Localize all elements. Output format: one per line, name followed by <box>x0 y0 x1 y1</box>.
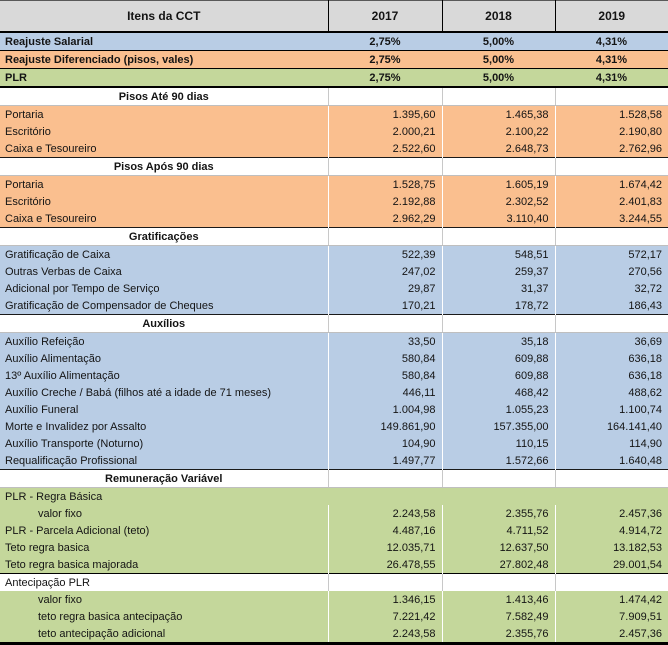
value-cell-2019: 186,43 <box>555 297 668 315</box>
value-cell-2019: 1.528,58 <box>555 106 668 124</box>
value-cell-2017: 104,90 <box>328 435 442 452</box>
adjustment-row <box>0 51 668 69</box>
value-cell-2019 <box>555 470 668 488</box>
row-label: Gratificação de Caixa <box>5 248 111 261</box>
value-cell-2018 <box>442 470 555 488</box>
value-cell-2017: 2.522,60 <box>328 140 442 158</box>
value-cell-2017: 522,39 <box>328 246 442 264</box>
header-items-label: Itens da CCT <box>0 1 328 33</box>
value-cell-2019: 2.762,96 <box>555 140 668 158</box>
value-cell-2019: 636,18 <box>555 367 668 384</box>
value-cell-2018: 7.582,49 <box>442 608 555 625</box>
section-header-row <box>0 228 668 246</box>
section-title: Gratificações <box>0 228 328 246</box>
value-cell-2018 <box>442 488 555 506</box>
value-cell-2017: 2.192,88 <box>328 193 442 210</box>
value-cell-2018: 31,37 <box>442 280 555 297</box>
value-cell-2017 <box>328 228 442 246</box>
row-label: Gratificação de Compensador de Cheques <box>5 299 214 312</box>
value-cell-2019: 1.640,48 <box>555 452 668 470</box>
value-cell-2018: 3.110,40 <box>442 210 555 228</box>
value-cell-2018: 1.055,23 <box>442 401 555 418</box>
table-row <box>0 522 668 539</box>
value-cell-2018: 35,18 <box>442 333 555 351</box>
value-cell-2018: 2.355,76 <box>442 625 555 644</box>
value-cell-2019 <box>555 574 668 592</box>
value-cell-2019: 1.674,42 <box>555 176 668 194</box>
value-cell-2017: 247,02 <box>328 263 442 280</box>
value-cell-2019: 2.190,80 <box>555 123 668 140</box>
value-cell-2019 <box>555 315 668 333</box>
header-year-2019: 2019 <box>555 1 668 33</box>
value-cell-2017: 33,50 <box>328 333 442 351</box>
row-label: teto regra basica antecipação <box>38 610 183 623</box>
value-cell-2018: 2.302,52 <box>442 193 555 210</box>
table-row <box>0 401 668 418</box>
value-cell-2019: 4,31% <box>555 32 668 51</box>
value-cell-2018: 178,72 <box>442 297 555 315</box>
row-label: valor fixo <box>38 507 83 520</box>
value-cell-2018: 1.465,38 <box>442 106 555 124</box>
value-cell-2019: 572,17 <box>555 246 668 264</box>
value-cell-2017: 2,75% <box>328 69 442 88</box>
value-cell-2019: 32,72 <box>555 280 668 297</box>
header-year-2018: 2018 <box>442 1 555 33</box>
section-header-row <box>0 158 668 176</box>
row-label: teto antecipação adicional <box>38 627 166 640</box>
row-label: Caixa e Tesoureiro <box>5 212 97 225</box>
value-cell-2018: 5,00% <box>442 51 555 69</box>
section-title: Remuneração Variável <box>0 470 328 488</box>
value-cell-2018: 468,42 <box>442 384 555 401</box>
row-label: Reajuste Diferenciado (pisos, vales) <box>0 51 328 69</box>
value-cell-2017: 149.861,90 <box>328 418 442 435</box>
value-cell-2018 <box>442 87 555 106</box>
row-label: Portaria <box>5 178 44 191</box>
row-label: PLR <box>0 69 328 88</box>
row-label: Requalificação Profissional <box>5 454 138 467</box>
table-row <box>0 367 668 384</box>
header-row <box>0 1 668 33</box>
row-label: Portaria <box>5 108 44 121</box>
section-header-row <box>0 87 668 106</box>
value-cell-2019: 3.244,55 <box>555 210 668 228</box>
value-cell-2017: 1.395,60 <box>328 106 442 124</box>
value-cell-2017: 1.346,15 <box>328 591 442 608</box>
section-header-row <box>0 315 668 333</box>
value-cell-2017: 446,11 <box>328 384 442 401</box>
table-row <box>0 193 668 210</box>
value-cell-2019: 4,31% <box>555 51 668 69</box>
adjustment-row <box>0 32 668 51</box>
value-cell-2017: 2.000,21 <box>328 123 442 140</box>
value-cell-2019: 29.001,54 <box>555 556 668 574</box>
value-cell-2019: 1.474,42 <box>555 591 668 608</box>
value-cell-2018: 110,15 <box>442 435 555 452</box>
value-cell-2017: 1.528,75 <box>328 176 442 194</box>
value-cell-2019: 4,31% <box>555 69 668 88</box>
value-cell-2017: 12.035,71 <box>328 539 442 556</box>
value-cell-2018 <box>442 574 555 592</box>
value-cell-2017 <box>328 574 442 592</box>
table-row <box>0 280 668 297</box>
table-row <box>0 297 668 315</box>
row-label: Auxílio Refeição <box>5 335 85 348</box>
value-cell-2017 <box>328 87 442 106</box>
value-cell-2017 <box>328 470 442 488</box>
row-label: Teto regra basica majorada <box>5 558 139 571</box>
row-label: Auxílio Creche / Babá (filhos até a idade de 71 meses) <box>5 386 271 399</box>
section-header-row <box>0 470 668 488</box>
value-cell-2019: 270,56 <box>555 263 668 280</box>
value-cell-2019: 164.141,40 <box>555 418 668 435</box>
row-label: Adicional por Tempo de Serviço <box>5 282 160 295</box>
value-cell-2019: 36,69 <box>555 333 668 351</box>
value-cell-2017: 2.962,29 <box>328 210 442 228</box>
value-cell-2019 <box>555 158 668 176</box>
table-row <box>0 505 668 522</box>
row-label: Caixa e Tesoureiro <box>5 142 97 155</box>
value-cell-2019 <box>555 228 668 246</box>
value-cell-2017: 1.004,98 <box>328 401 442 418</box>
row-label: Reajuste Salarial <box>0 32 328 51</box>
value-cell-2017: 2,75% <box>328 32 442 51</box>
table-row <box>0 140 668 158</box>
table-body <box>0 32 668 644</box>
table-row <box>0 539 668 556</box>
row-label: Antecipação PLR <box>0 574 328 592</box>
row-label: Auxílio Alimentação <box>5 352 101 365</box>
row-label: Auxílio Funeral <box>5 403 79 416</box>
value-cell-2018: 548,51 <box>442 246 555 264</box>
value-cell-2018 <box>442 158 555 176</box>
value-cell-2018: 5,00% <box>442 69 555 88</box>
value-cell-2018: 157.355,00 <box>442 418 555 435</box>
table-row <box>0 263 668 280</box>
value-cell-2019: 488,62 <box>555 384 668 401</box>
value-cell-2019: 2.401,83 <box>555 193 668 210</box>
section-title: Pisos Até 90 dias <box>0 87 328 106</box>
value-cell-2019: 2.457,36 <box>555 505 668 522</box>
value-cell-2018: 2.100,22 <box>442 123 555 140</box>
value-cell-2017: 2.243,58 <box>328 625 442 644</box>
value-cell-2019 <box>555 87 668 106</box>
value-cell-2018: 1.605,19 <box>442 176 555 194</box>
row-label: Auxílio Transporte (Noturno) <box>5 437 144 450</box>
value-cell-2018 <box>442 228 555 246</box>
table-row <box>0 384 668 401</box>
value-cell-2019: 114,90 <box>555 435 668 452</box>
table-row <box>0 333 668 351</box>
value-cell-2019: 636,18 <box>555 350 668 367</box>
value-cell-2018: 259,37 <box>442 263 555 280</box>
section-title: Auxílios <box>0 315 328 333</box>
value-cell-2018: 12.637,50 <box>442 539 555 556</box>
value-cell-2019: 2.457,36 <box>555 625 668 644</box>
row-label: Escritório <box>5 125 51 138</box>
group-label-row <box>0 574 668 592</box>
value-cell-2019: 13.182,53 <box>555 539 668 556</box>
row-label: Escritório <box>5 195 51 208</box>
value-cell-2019: 7.909,51 <box>555 608 668 625</box>
value-cell-2019: 4.914,72 <box>555 522 668 539</box>
table-row <box>0 350 668 367</box>
row-label: 13º Auxílio Alimentação <box>5 369 120 382</box>
value-cell-2018: 2.648,73 <box>442 140 555 158</box>
table-row <box>0 123 668 140</box>
header-year-2017: 2017 <box>328 1 442 33</box>
row-label: PLR - Regra Básica <box>5 490 103 503</box>
value-cell-2017: 2,75% <box>328 51 442 69</box>
value-cell-2017: 1.497,77 <box>328 452 442 470</box>
value-cell-2018: 609,88 <box>442 350 555 367</box>
table-row <box>0 246 668 264</box>
value-cell-2017: 170,21 <box>328 297 442 315</box>
value-cell-2018: 1.572,66 <box>442 452 555 470</box>
row-label: Morte e Invalidez por Assalto <box>5 420 147 433</box>
table-row <box>0 106 668 124</box>
row-label: PLR - Parcela Adicional (teto) <box>5 524 150 537</box>
value-cell-2017: 4.487,16 <box>328 522 442 539</box>
table-row <box>0 556 668 574</box>
value-cell-2019 <box>555 488 668 506</box>
value-cell-2018: 1.413,46 <box>442 591 555 608</box>
value-cell-2018: 5,00% <box>442 32 555 51</box>
group-label-row <box>0 488 668 506</box>
table-row <box>0 591 668 608</box>
value-cell-2018: 4.711,52 <box>442 522 555 539</box>
table-row <box>0 210 668 228</box>
value-cell-2019: 1.100,74 <box>555 401 668 418</box>
table-row <box>0 435 668 452</box>
table-row <box>0 452 668 470</box>
section-title: Pisos Após 90 dias <box>0 158 328 176</box>
value-cell-2017: 580,84 <box>328 350 442 367</box>
adjustment-row <box>0 69 668 88</box>
table-row <box>0 176 668 194</box>
value-cell-2018 <box>442 315 555 333</box>
value-cell-2017: 26.478,55 <box>328 556 442 574</box>
table-row <box>0 418 668 435</box>
value-cell-2018: 609,88 <box>442 367 555 384</box>
row-label: Outras Verbas de Caixa <box>5 265 122 278</box>
row-label: Teto regra basica <box>5 541 90 554</box>
value-cell-2017 <box>328 158 442 176</box>
value-cell-2018: 27.802,48 <box>442 556 555 574</box>
value-cell-2017: 2.243,58 <box>328 505 442 522</box>
value-cell-2017: 580,84 <box>328 367 442 384</box>
value-cell-2018: 2.355,76 <box>442 505 555 522</box>
value-cell-2017: 29,87 <box>328 280 442 297</box>
value-cell-2017 <box>328 315 442 333</box>
value-cell-2017: 7.221,42 <box>328 608 442 625</box>
row-label: valor fixo <box>38 593 83 606</box>
table-row <box>0 625 668 644</box>
value-cell-2017 <box>328 488 442 506</box>
table-row <box>0 608 668 625</box>
